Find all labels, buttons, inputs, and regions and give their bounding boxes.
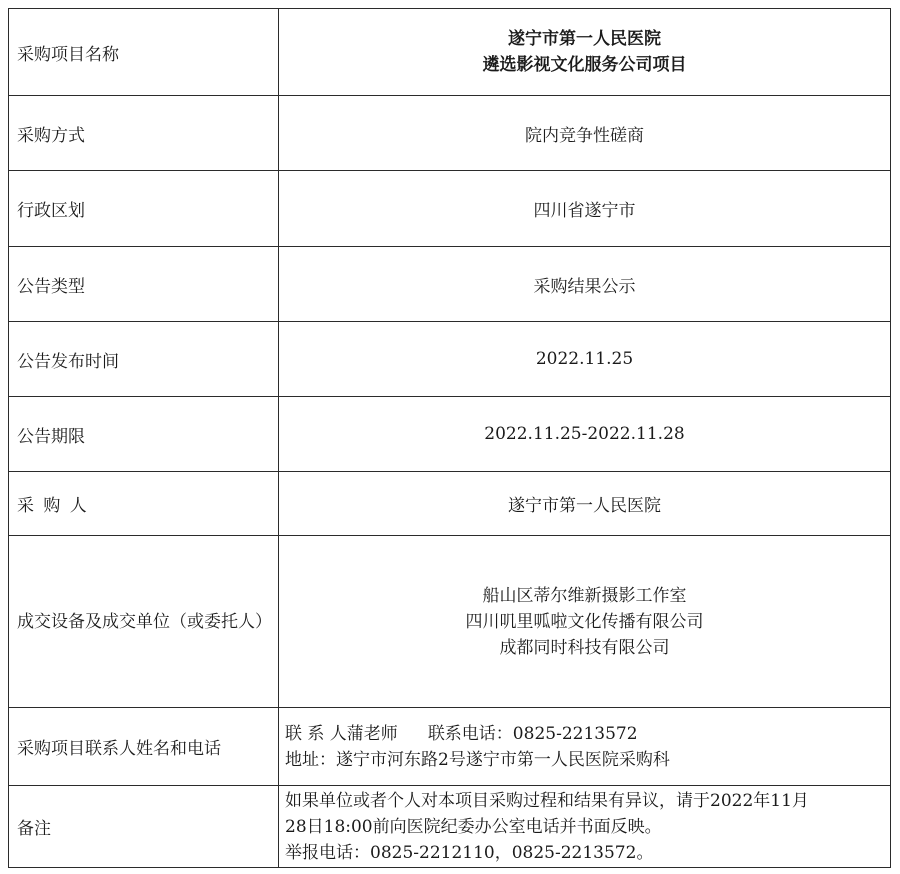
procurement-result-document: [8, 8, 891, 868]
label-remarks: 备注: [9, 786, 279, 868]
value-project-name: [279, 9, 891, 96]
value-region: 四川省遂宁市: [279, 171, 891, 247]
project-name-line-2: 遴选影视文化服务公司项目: [482, 55, 687, 75]
remarks-line-3: 举报电话：0825-2212110，0825-2213572。: [285, 842, 654, 863]
label-purchaser: 采 购 人: [9, 472, 279, 536]
row-contact: [9, 708, 891, 786]
winner-line-1: 船山区蒂尔维新摄影工作室: [482, 585, 687, 606]
remarks-line-1: 如果单位或者个人对本项目采购过程和结果有异议，请于2022年11月: [285, 790, 809, 811]
label-period: 公告期限: [9, 397, 279, 472]
label-winner: [9, 536, 279, 708]
procurement-info-table: [8, 8, 891, 868]
value-period: 2022.11.25-2022.11.28: [279, 397, 891, 472]
value-method: 院内竞争性磋商: [279, 96, 891, 171]
label-method: 采购方式: [9, 96, 279, 171]
label-notice-type: 公告类型: [9, 247, 279, 322]
value-purchaser: 遂宁市第一人民医院: [279, 472, 891, 536]
winner-line-3: 成都同时科技有限公司: [499, 637, 670, 658]
label-region: 行政区划: [9, 171, 279, 247]
value-notice-type: 采购结果公示: [279, 247, 891, 322]
contact-phone: 联系电话：0825-2213572: [427, 723, 638, 744]
winner-line-2: 四川叽里呱啦文化传播有限公司: [465, 611, 704, 632]
contact-address: 地址：遂宁市河东路2号遂宁市第一人民医院采购科: [285, 749, 670, 770]
project-name-line-1: 遂宁市第一人民医院: [508, 29, 661, 49]
row-project-name: [9, 9, 891, 96]
row-notice-type: [9, 247, 891, 322]
contact-person: 联 系 人蒲老师: [285, 723, 398, 744]
winner-label-text: 成交设备及成交单位（或委托人）: [17, 611, 272, 632]
label-project-name: 采购项目名称: [9, 9, 279, 96]
row-publish-time: [9, 322, 891, 397]
row-region: [9, 171, 891, 247]
value-winner: [279, 536, 891, 708]
label-publish-time: 公告发布时间: [9, 322, 279, 397]
label-contact: 采购项目联系人姓名和电话: [9, 708, 279, 786]
value-publish-time: 2022.11.25: [279, 322, 891, 397]
value-contact: [279, 708, 891, 786]
row-method: [9, 96, 891, 171]
remarks-line-2: 28日18:00前向医院纪委办公室电话并书面反映。: [285, 816, 662, 837]
row-purchaser: [9, 472, 891, 536]
row-winner: [9, 536, 891, 708]
row-remarks: [9, 786, 891, 868]
row-period: [9, 397, 891, 472]
contact-line-1: [285, 721, 890, 747]
value-remarks: [279, 786, 891, 868]
